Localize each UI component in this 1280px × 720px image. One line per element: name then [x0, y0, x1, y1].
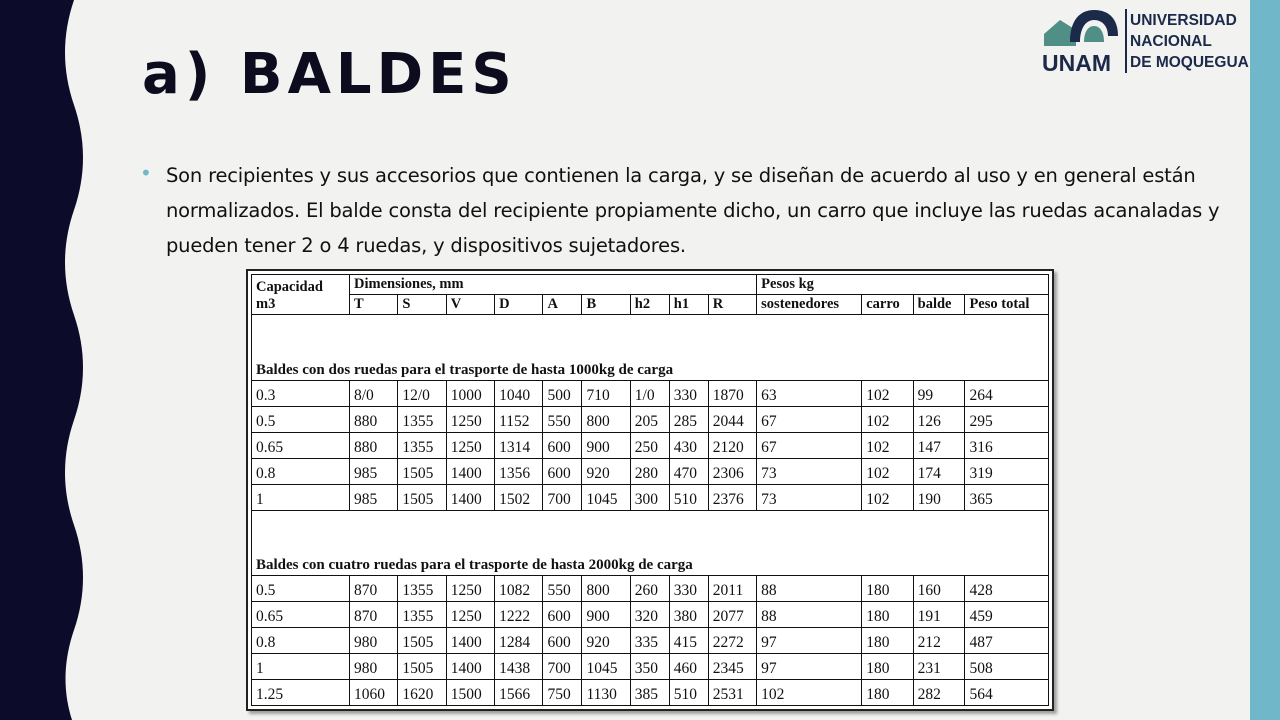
table-cell: 1870	[708, 380, 756, 406]
table-cell: 1505	[398, 458, 446, 484]
table-cell: 1400	[446, 458, 494, 484]
table-cell: 550	[543, 406, 582, 432]
table-cell: 1250	[446, 406, 494, 432]
logo-line-2: NACIONAL	[1130, 33, 1212, 50]
table-row	[252, 654, 1049, 680]
left-decorative-band	[0, 0, 120, 720]
table-cell: 1355	[398, 576, 446, 602]
table-cell: 500	[543, 380, 582, 406]
table-cell: 205	[630, 406, 669, 432]
table-column-header-row	[252, 295, 1049, 315]
column-header: R	[708, 295, 756, 315]
table-cell: 508	[965, 654, 1049, 680]
dimensions-header: Dimensiones, mm	[350, 275, 757, 295]
table-cell: 710	[582, 380, 630, 406]
table-cell: 487	[965, 628, 1049, 654]
table-cell: 330	[669, 380, 708, 406]
table-cell: 880	[350, 432, 398, 458]
bullet-item	[140, 158, 1240, 263]
logo-wordmark	[1130, 10, 1249, 73]
column-header: carro	[862, 295, 913, 315]
column-header: B	[582, 295, 630, 315]
table-cell: 415	[669, 628, 708, 654]
table-cell: 550	[543, 576, 582, 602]
table-cell: 67	[757, 432, 862, 458]
table-cell: 88	[757, 576, 862, 602]
table-cell: 1222	[495, 602, 543, 628]
table-row	[252, 680, 1049, 706]
table-cell: 102	[862, 406, 913, 432]
table-cell: 264	[965, 380, 1049, 406]
table-cell: 564	[965, 680, 1049, 706]
table-cell: 300	[630, 484, 669, 510]
table-cell: 63	[757, 380, 862, 406]
column-header: balde	[913, 295, 965, 315]
table-cell: 0.65	[252, 432, 350, 458]
column-header: V	[446, 295, 494, 315]
table-cell: 510	[669, 484, 708, 510]
table-row	[252, 380, 1049, 406]
table-cell: 1/0	[630, 380, 669, 406]
table-cell: 1566	[495, 680, 543, 706]
table-cell: 1152	[495, 406, 543, 432]
table-cell: 0.65	[252, 602, 350, 628]
table-row	[252, 602, 1049, 628]
table-cell: 160	[913, 576, 965, 602]
logo-divider	[1125, 9, 1127, 73]
table-row	[252, 458, 1049, 484]
table-cell: 470	[669, 458, 708, 484]
table-cell: 1	[252, 484, 350, 510]
table-cell: 800	[582, 576, 630, 602]
table-cell: 180	[862, 628, 913, 654]
table-cell: 1060	[350, 680, 398, 706]
logo-emblem-icon	[1040, 6, 1124, 52]
university-logo	[1040, 6, 1252, 76]
table-cell: 231	[913, 654, 965, 680]
table-cell: 190	[913, 484, 965, 510]
table-cell: 1355	[398, 406, 446, 432]
column-header: Peso total	[965, 295, 1049, 315]
table-cell: 2306	[708, 458, 756, 484]
table-cell: 2376	[708, 484, 756, 510]
table-cell: 700	[543, 654, 582, 680]
table-cell: 900	[582, 602, 630, 628]
column-header: h2	[630, 295, 669, 315]
table-cell: 1040	[495, 380, 543, 406]
table-cell: 99	[913, 380, 965, 406]
table-cell: 147	[913, 432, 965, 458]
weights-header: Pesos kg	[757, 275, 1049, 295]
section-title: Baldes con dos ruedas para el trasporte de hasta 1000kg de carga	[252, 315, 1049, 381]
table-cell: 1045	[582, 484, 630, 510]
logo-line-1: UNIVERSIDAD	[1130, 12, 1237, 29]
table-cell: 1250	[446, 576, 494, 602]
table-cell: 0.5	[252, 406, 350, 432]
table-cell: 1505	[398, 654, 446, 680]
table-cell: 1045	[582, 654, 630, 680]
table-cell: 1400	[446, 628, 494, 654]
table-cell: 102	[757, 680, 862, 706]
table-cell: 0.8	[252, 458, 350, 484]
table-cell: 870	[350, 576, 398, 602]
bucket-spec-table	[251, 274, 1049, 706]
table-row	[252, 576, 1049, 602]
table-cell: 920	[582, 628, 630, 654]
section-title: Baldes con cuatro ruedas para el trasporte de hasta 2000kg de carga	[252, 510, 1049, 576]
table-cell: 870	[350, 602, 398, 628]
table-cell: 985	[350, 458, 398, 484]
logo-line-3: DE MOQUEGUA	[1130, 54, 1249, 71]
table-section-row	[252, 315, 1049, 381]
table-cell: 280	[630, 458, 669, 484]
capacity-header: Capacidad m3	[252, 275, 350, 315]
table-cell: 700	[543, 484, 582, 510]
column-header: A	[543, 295, 582, 315]
table-cell: 1130	[582, 680, 630, 706]
table-cell: 282	[913, 680, 965, 706]
table-cell: 1438	[495, 654, 543, 680]
table-cell: 365	[965, 484, 1049, 510]
table-cell: 67	[757, 406, 862, 432]
table-cell: 2077	[708, 602, 756, 628]
table-cell: 320	[630, 602, 669, 628]
table-cell: 428	[965, 576, 1049, 602]
table-cell: 380	[669, 602, 708, 628]
table-cell: 102	[862, 432, 913, 458]
table-cell: 459	[965, 602, 1049, 628]
table-cell: 250	[630, 432, 669, 458]
table-cell: 180	[862, 680, 913, 706]
table-row	[252, 628, 1049, 654]
column-header: h1	[669, 295, 708, 315]
table-cell: 0.8	[252, 628, 350, 654]
table-cell: 285	[669, 406, 708, 432]
table-cell: 1355	[398, 602, 446, 628]
table-cell: 1400	[446, 654, 494, 680]
table-cell: 316	[965, 432, 1049, 458]
table-cell: 1500	[446, 680, 494, 706]
table-cell: 97	[757, 628, 862, 654]
table-cell: 750	[543, 680, 582, 706]
table-cell: 73	[757, 484, 862, 510]
table-cell: 1356	[495, 458, 543, 484]
table-cell: 212	[913, 628, 965, 654]
table-cell: 260	[630, 576, 669, 602]
logo-acronym: UNAM	[1042, 50, 1111, 76]
slide-title: a) BALDES	[142, 42, 517, 107]
table-body	[252, 315, 1049, 706]
table-cell: 12/0	[398, 380, 446, 406]
table-cell: 1250	[446, 432, 494, 458]
table-cell: 600	[543, 432, 582, 458]
column-header: D	[495, 295, 543, 315]
table-cell: 330	[669, 576, 708, 602]
table-cell: 800	[582, 406, 630, 432]
table-cell: 1505	[398, 628, 446, 654]
table-cell: 0.5	[252, 576, 350, 602]
table-cell: 1082	[495, 576, 543, 602]
bullet-dot-icon: •	[140, 161, 152, 185]
table-cell: 102	[862, 484, 913, 510]
table-cell: 8/0	[350, 380, 398, 406]
table-cell: 1505	[398, 484, 446, 510]
table-cell: 180	[862, 654, 913, 680]
table-cell: 102	[862, 380, 913, 406]
table-cell: 900	[582, 432, 630, 458]
table-cell: 385	[630, 680, 669, 706]
table-cell: 1284	[495, 628, 543, 654]
table-cell: 920	[582, 458, 630, 484]
table-cell: 180	[862, 576, 913, 602]
table-cell: 319	[965, 458, 1049, 484]
table-cell: 980	[350, 628, 398, 654]
table-cell: 102	[862, 458, 913, 484]
table-cell: 1620	[398, 680, 446, 706]
table-cell: 126	[913, 406, 965, 432]
table-cell: 985	[350, 484, 398, 510]
table-cell: 2011	[708, 576, 756, 602]
table-cell: 460	[669, 654, 708, 680]
table-row	[252, 406, 1049, 432]
table-cell: 2531	[708, 680, 756, 706]
table-cell: 0.3	[252, 380, 350, 406]
table-group-header-row	[252, 275, 1049, 295]
table-cell: 1400	[446, 484, 494, 510]
table-cell: 1	[252, 654, 350, 680]
table-cell: 600	[543, 628, 582, 654]
table-cell: 2272	[708, 628, 756, 654]
bucket-spec-table-frame	[246, 269, 1054, 711]
table-cell: 73	[757, 458, 862, 484]
table-cell: 191	[913, 602, 965, 628]
table-cell: 600	[543, 458, 582, 484]
table-cell: 2345	[708, 654, 756, 680]
table-cell: 1250	[446, 602, 494, 628]
table-cell: 335	[630, 628, 669, 654]
table-cell: 600	[543, 602, 582, 628]
table-cell: 510	[669, 680, 708, 706]
table-section-row	[252, 510, 1049, 576]
table-row	[252, 484, 1049, 510]
table-cell: 88	[757, 602, 862, 628]
table-cell: 1502	[495, 484, 543, 510]
column-header: T	[350, 295, 398, 315]
column-header: sostenedores	[757, 295, 862, 315]
column-header: S	[398, 295, 446, 315]
right-decorative-band	[1250, 0, 1280, 720]
table-cell: 980	[350, 654, 398, 680]
table-cell: 2120	[708, 432, 756, 458]
bullet-text: Son recipientes y sus accesorios que contienen la carga, y se diseñan de acuerdo al uso y en general están normalizados. El balde consta del recipiente propiamente dicho, un carro que incluye las ruedas acanaladas y pueden tener 2 o 4 ruedas, y dispositivos sujetadores.	[166, 164, 1220, 257]
table-cell: 295	[965, 406, 1049, 432]
table-cell: 1314	[495, 432, 543, 458]
table-cell: 880	[350, 406, 398, 432]
table-cell: 2044	[708, 406, 756, 432]
table-cell: 1355	[398, 432, 446, 458]
table-cell: 97	[757, 654, 862, 680]
table-row	[252, 432, 1049, 458]
table-cell: 180	[862, 602, 913, 628]
table-cell: 1000	[446, 380, 494, 406]
table-cell: 1.25	[252, 680, 350, 706]
table-cell: 430	[669, 432, 708, 458]
table-cell: 174	[913, 458, 965, 484]
table-cell: 350	[630, 654, 669, 680]
